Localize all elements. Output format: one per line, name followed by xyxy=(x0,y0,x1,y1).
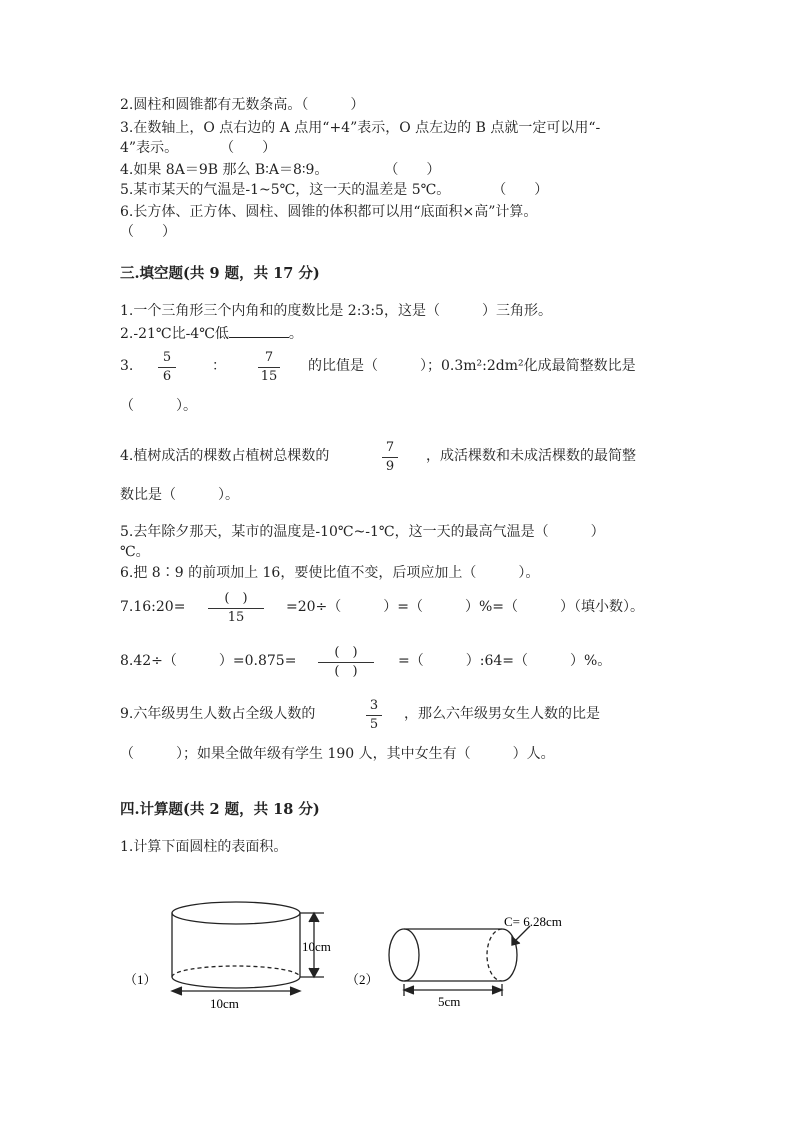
fill-q3-num: 3. xyxy=(120,358,134,374)
cylinder-2 xyxy=(389,926,530,996)
fraction-denominator: 15 xyxy=(260,369,278,384)
section4-heading: 四.计算题(共 2 题，共 18 分) xyxy=(120,801,320,818)
fraction-numerator: 5 xyxy=(162,350,172,365)
fraction-denominator: 6 xyxy=(162,369,172,384)
judge-q6-line2: （ ） xyxy=(120,224,176,240)
fraction-blank-15 xyxy=(208,591,264,626)
fill-q3-text: 的比值是（ ）；0.3m²:2dm²化成最简整数比是 xyxy=(308,358,636,374)
fill-q4-text2: ，成活棵数和未成活棵数的最简整 xyxy=(426,448,636,464)
fraction-denominator: 5 xyxy=(369,717,379,732)
fill-q9-start: 9.六年级男生人数占全级人数的 xyxy=(120,706,316,722)
section3-heading: 三.填空题(共 9 题，共 17 分) xyxy=(120,265,320,282)
fraction-7-15 xyxy=(258,350,280,385)
fraction-7-9 xyxy=(382,440,398,475)
fill-q7-rest: =20÷（ ）=（ ）%=（ ）（填小数）。 xyxy=(286,599,645,615)
fill-q4-line2: 数比是（ ）。 xyxy=(120,487,239,503)
judge-q6-line1: 6.长方体、正方体、圆柱、圆锥的体积都可以用“底面积×高”计算。 xyxy=(120,204,538,220)
fill-q4-text: 4.植树成活的棵数占植树总棵数的 xyxy=(120,448,330,464)
fill-q6: 6.把 8∶9 的前项加上 16，要使比值不变，后项应加上（ ）。 xyxy=(120,565,540,581)
fraction-numerator: 7 xyxy=(264,350,274,365)
fraction-numerator: ( ) xyxy=(224,591,248,606)
fill-q2-text: 2.-21℃比-4℃低 xyxy=(120,326,229,342)
fraction-numerator: ( ) xyxy=(334,645,358,660)
fraction-blank-blank xyxy=(318,645,374,680)
fraction-numerator: 7 xyxy=(385,440,395,455)
height-label-1: 10cm xyxy=(302,939,331,954)
calc-q1: 1.计算下面圆柱的表面积。 xyxy=(120,839,288,855)
fraction-denominator: 9 xyxy=(385,459,395,474)
fraction-denominator: ( ) xyxy=(334,664,358,679)
diameter-label-1: 10cm xyxy=(210,996,239,1011)
fraction-numerator: 3 xyxy=(369,698,379,713)
figure-label-1: （1） xyxy=(124,972,157,987)
fill-q3-colon: ： xyxy=(212,358,226,374)
judge-q2: 2.圆柱和圆锥都有无数条高。（ ） xyxy=(120,97,365,113)
judge-q4: 4.如果 8A＝9B 那么 B∶A＝8∶9。 （ ） xyxy=(120,162,441,178)
judge-q3-line1: 3.在数轴上，O 点右边的 A 点用“+4”表示，O 点左边的 B 点就一定可以用“- xyxy=(120,120,601,136)
fraction-denominator: 15 xyxy=(227,610,245,625)
answer-blank-line xyxy=(229,324,289,338)
cylinder-figures xyxy=(0,880,794,1020)
fill-q3-line2: （ ）。 xyxy=(120,398,197,414)
fill-q2 xyxy=(120,324,303,343)
fraction-5-6 xyxy=(158,350,176,385)
judge-q5: 5.某市某天的气温是-1~5℃，这一天的温差是 5℃。 （ ） xyxy=(120,182,549,198)
fill-q5-line1: 5.去年除夕那天，某市的温度是-10℃~-1℃，这一天的最高气温是（ ） xyxy=(120,524,605,540)
fill-q9-rest: ，那么六年级男女生人数的比是 xyxy=(404,706,600,722)
fill-q7-start: 7.16:20= xyxy=(120,599,186,615)
length-label-2: 5cm xyxy=(438,994,461,1009)
fill-q2-end: 。 xyxy=(288,326,303,342)
circumference-label-2: C= 6.28cm xyxy=(504,914,562,929)
fill-q8-start: 8.42÷（ ）=0.875= xyxy=(120,653,297,669)
judge-q3-line2: 4”表示。 （ ） xyxy=(120,140,277,156)
figure-label-2: （2） xyxy=(346,972,379,987)
fill-q5-line2: ℃。 xyxy=(120,544,150,560)
fill-q8-rest: =（ ）:64=（ ）%。 xyxy=(398,653,612,669)
fill-q1: 1.一个三角形三个内角和的度数比是 2:3:5，这是（ ）三角形。 xyxy=(120,303,552,319)
fill-q9-line2: （ ）；如果全做年级有学生 190 人，其中女生有（ ）人。 xyxy=(120,746,555,762)
fraction-3-5 xyxy=(366,698,382,733)
